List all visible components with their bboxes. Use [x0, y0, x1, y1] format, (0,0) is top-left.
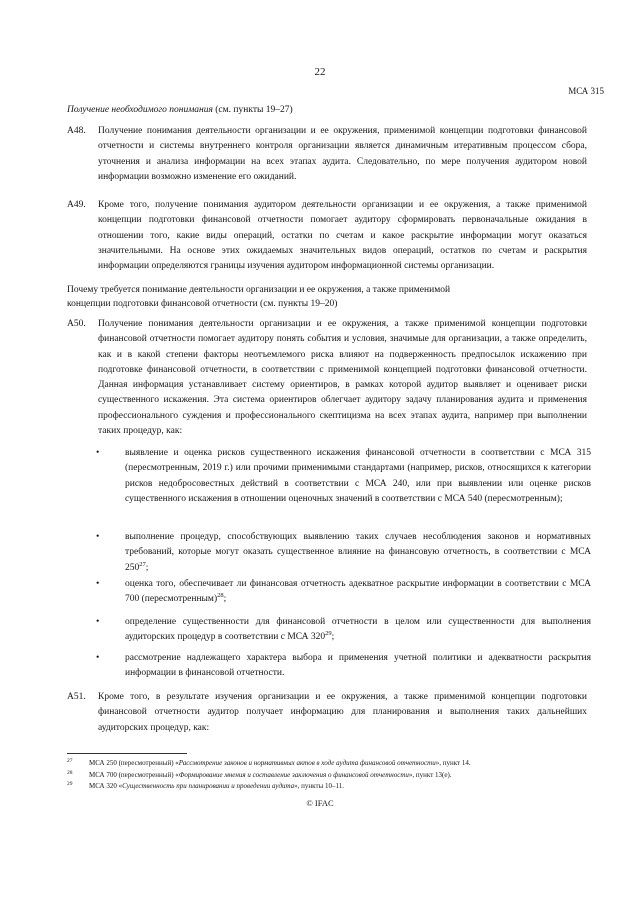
paragraph-label: A49. [67, 200, 86, 210]
paragraph-a50 [67, 317, 587, 439]
footnote-title: Рассмотрение законов и нормативных актов в ходе аудита финансовой отчетности [178, 759, 436, 767]
bullet-text [125, 577, 591, 608]
footnote-text: МСА 320 «Существенность при планировании и проведении аудита», пункты 10–11. [89, 782, 344, 790]
bullet-text [125, 530, 591, 576]
paragraph-text: Получение понимания деятельности организации и ее окружения, а также применимой концепции подготовки финансовой отчетности помогает аудитору понять события и условия, значимые для организации, а также определить, как и в какой степени факторы неотъемлемого риска влияют на подверженность предпосылок искажению при подготовке финансовой отчетности, в соответствии с применимой концепцией подготовки финансовой отчетности. Данная информация устанавливает систему ориентиров, в рамках которой аудитор выявляет и оценивает риски существенного искажения. Эта система ориентиров облегчает аудитору задачу планирования аудита и применения профессионального суждения и профессионального скептицизма на всех этапах аудита, например при выполнении таких процедур, как: [98, 319, 587, 437]
footnote-text: МСА 700 (пересмотренный) «Формирование мнения и составление заключения о финансовой отчетности», пункт 13(е). [89, 770, 452, 779]
heading-italic: Получение необходимого понимания [67, 105, 213, 115]
paragraph-label: A50. [67, 319, 86, 329]
bullet-item [96, 615, 591, 646]
footnote-29 [67, 781, 592, 793]
footnote-mark: 29 [67, 781, 73, 787]
footnote-mark: 28 [67, 769, 73, 776]
bullet-body: выполнение процедур, способствующих выявлению таких случаев несоблюдения законов и нормативных требований, которые могут оказать существенное влияние на финансовую отчетность, в соответствии с МСА 250 [125, 532, 591, 573]
footnote-ref-29: 29 [325, 630, 332, 638]
footnotes [67, 758, 592, 793]
bullet-text: рассмотрение надлежащего характера выбора и применения учетной политики и адекватности раскрытия информации в финансовой отчетности. [125, 653, 591, 679]
paragraph-a48 [67, 124, 587, 185]
copyright-footer: © IFAC [306, 798, 334, 808]
paragraph-label: A48. [67, 126, 86, 136]
footnote-mark: 27 [67, 758, 73, 764]
footnote-ref-28: 28 [217, 592, 224, 600]
bullet-item [96, 577, 591, 608]
footnote-27 [67, 758, 592, 770]
paragraph-text: Кроме того, получение понимания аудитором деятельности организации и ее окружения, а также применимой концепции подготовки финансовой отчетности помогает аудитору сформировать первоначальные ожидания в отношении того, какие виды операций, остатки по счетам и какое раскрытие информации могут оказаться значительными. На основе этих ожидаемых значительных видов операций, остатков по счетам и раскрытия информации определяются границы изучения аудитором информационной системы организации. [98, 200, 587, 272]
footnote-28 [67, 770, 592, 782]
bullet-end: ; [331, 632, 335, 643]
page-number: 22 [314, 66, 326, 78]
bullet-icon: • [96, 617, 100, 627]
bullet-body: определение существенности для финансовой отчетности в целом или существенности для выполнения аудиторских процедур в соответствии с МСА 320 [125, 617, 591, 643]
paragraph-text: Кроме того, в результате изучения организации и ее окружения, а также применимой концепции подготовки финансовой отчетности аудитор получает информацию для планирования и выполнения таких дальнейших аудиторских процедур, как: [98, 692, 587, 733]
heading-reference: (см. пункты 19–27) [212, 105, 293, 115]
bullet-item [96, 651, 591, 682]
paragraph-text: Получение понимания деятельности организации и ее окружения, применимой концепции подготовки финансовой отчетности и системы внутреннего контроля организации является динамичным итеративным процессом сбора, уточнения и анализа информации на всех этапах аудита. Следовательно, по мере получения аудитором новой информации возможно изменение его ожиданий. [98, 126, 587, 182]
bullet-end: ; [145, 562, 149, 573]
heading-line-2: концепции подготовки финансовой отчетности (см. пункты 19–20) [67, 299, 338, 309]
heading-line-1: Почему требуется понимание деятельности организации и ее окружения, а также применимой [67, 285, 451, 295]
bullet-icon: • [96, 579, 100, 589]
bullet-end: ; [223, 594, 227, 605]
paragraph-label: A51. [67, 692, 86, 702]
bullet-icon: • [96, 532, 100, 542]
bullet-body: оценка того, обеспечивает ли финансовая отчетность адекватное раскрытие информации в соответствии с МСА 700 (пересмотренным) [125, 579, 591, 605]
paragraph-a49 [67, 198, 587, 274]
footnote-text: МСА 250 (пересмотренный) «Рассмотрение законов и нормативных актов в ходе аудита финансовой отчетности», пункт 14. [89, 759, 471, 767]
bullet-text: выявление и оценка рисков существенного искажения финансовой отчетности в соответствии с МСА 315 (пересмотренным, 2019 г.) или прочими применимыми стандартами (например, рисков, относящихся к категории рисков недобросовестных действий в соответствии с МСА 240, или при выявлении или оценке рисков существенного искажения в отношении оценочных значений в соответствии с МСА 540 (пересмотренным); [125, 448, 591, 504]
bullet-item [96, 446, 591, 507]
standard-code: МСА 315 [568, 86, 604, 96]
bullet-text [125, 615, 591, 646]
section-heading-why [67, 283, 587, 311]
section-heading-understanding [67, 105, 293, 115]
footnote-title: Формирование мнения и составление заключения о финансовой отчетности [178, 770, 409, 779]
bullet-icon: • [96, 653, 100, 663]
bullet-item [96, 530, 591, 576]
footnote-ref-27: 27 [139, 560, 146, 568]
footnote-separator [67, 753, 187, 754]
footnote-title: Существенность при планировании и проведении аудита [122, 782, 295, 790]
paragraph-a51 [67, 690, 587, 736]
bullet-icon: • [96, 448, 100, 458]
